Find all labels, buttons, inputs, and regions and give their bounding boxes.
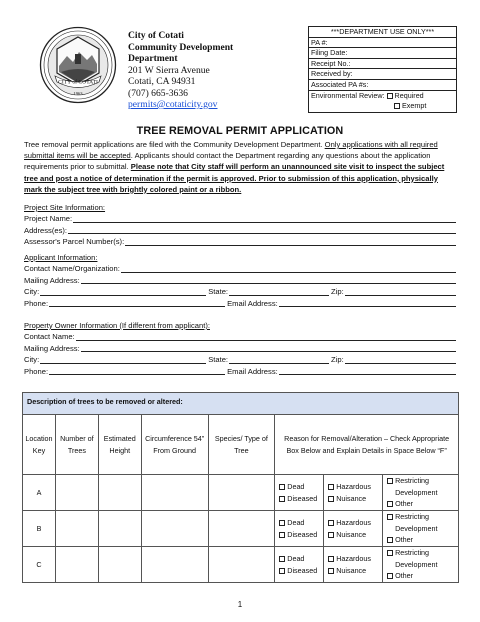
- other-checkbox[interactable]: [387, 537, 393, 543]
- owner-state-input[interactable]: [229, 356, 329, 364]
- owner-zip-input[interactable]: [345, 356, 456, 364]
- location-key: B: [23, 511, 56, 547]
- dept-name-line2: Department: [128, 53, 178, 64]
- circumference-cell[interactable]: [141, 547, 208, 583]
- intro-part4: Please note that City staff will perform an unannounced site visit to inspect the subject tree and post a notice of determination if the permit is approved. Prior to submission of this application, physically mark the subject tree with brightly colored paint or a ribbon.: [24, 162, 445, 194]
- number-cell[interactable]: [55, 511, 98, 547]
- applicant-phone-label: Phone:: [24, 298, 49, 308]
- development-label: Development: [395, 523, 438, 533]
- email-link[interactable]: permits@cotaticity.gov: [128, 99, 218, 110]
- trees-description-header: Description of trees to be removed or altered:: [23, 393, 459, 415]
- pa-number-field[interactable]: PA #:: [309, 38, 456, 49]
- dead-checkbox[interactable]: [279, 520, 285, 526]
- seal-text: CITY of COTATI: [58, 79, 98, 86]
- restricting-checkbox[interactable]: [387, 550, 393, 556]
- other-label: Other: [395, 571, 414, 581]
- owner-heading: Property Owner Information (If different from applicant):: [24, 320, 210, 330]
- environmental-review-row: [309, 91, 456, 112]
- dead-checkbox[interactable]: [279, 556, 285, 562]
- receipt-no-field[interactable]: Receipt No.:: [309, 59, 456, 70]
- applicant-heading: Applicant Information:: [24, 252, 98, 262]
- dead-label: Dead: [287, 517, 305, 527]
- department-header: [128, 30, 233, 111]
- street-address: 201 W Sierra Avenue: [128, 64, 210, 76]
- trees-table: [22, 392, 459, 583]
- city-address: Cotati, CA 94931: [128, 76, 196, 87]
- reason-dead-diseased: [275, 547, 324, 583]
- species-cell[interactable]: [208, 511, 275, 547]
- diseased-label: Diseased: [287, 493, 318, 503]
- species-cell[interactable]: [208, 547, 275, 583]
- page-number: 1: [237, 600, 243, 609]
- restricting-label: Restricting: [395, 548, 430, 558]
- owner-phone-input[interactable]: [49, 367, 225, 375]
- applicant-mailing-label: Mailing Address:: [24, 275, 80, 285]
- reason-hazard-nuisance: [324, 475, 383, 511]
- address-input[interactable]: [68, 226, 456, 234]
- hazardous-label: Hazardous: [336, 553, 371, 563]
- intro-part1: Tree removal permit applications are filed with the Community Development Department.: [24, 140, 325, 149]
- nuisance-checkbox[interactable]: [328, 496, 334, 502]
- owner-phone-label: Phone:: [24, 366, 49, 376]
- seal-year: 1963: [73, 91, 83, 96]
- project-name-label: Project Name:: [24, 214, 73, 224]
- reason-hazard-nuisance: [324, 547, 383, 583]
- phone-number: (707) 665-3636: [128, 87, 188, 99]
- parcel-label: Assessor's Parcel Number(s):: [24, 237, 125, 247]
- development-label: Development: [395, 487, 438, 497]
- owner-city-input[interactable]: [40, 356, 206, 364]
- env-review-label: Environmental Review:: [311, 90, 385, 100]
- dead-label: Dead: [287, 553, 305, 563]
- height-cell[interactable]: [98, 511, 141, 547]
- reason-restricting-other: [383, 475, 459, 511]
- number-cell[interactable]: [55, 475, 98, 511]
- city-name: City of Cotati: [128, 30, 184, 41]
- hazardous-label: Hazardous: [336, 517, 371, 527]
- diseased-checkbox[interactable]: [279, 568, 285, 574]
- hazardous-checkbox[interactable]: [328, 484, 334, 490]
- nuisance-label: Nuisance: [336, 493, 367, 503]
- address-label: Address(es):: [24, 225, 68, 235]
- applicant-zip-label: Zip:: [331, 287, 344, 297]
- applicant-section: [24, 252, 458, 309]
- circumference-cell[interactable]: [141, 511, 208, 547]
- table-row: [23, 511, 459, 547]
- owner-city-label: City:: [24, 355, 40, 365]
- location-key: C: [23, 547, 56, 583]
- project-site-section: [24, 202, 458, 248]
- owner-mailing-label: Mailing Address:: [24, 343, 80, 353]
- owner-zip-label: Zip:: [331, 355, 344, 365]
- dead-label: Dead: [287, 481, 305, 491]
- exempt-checkbox[interactable]: [394, 103, 400, 109]
- dept-name-line1: Community Development: [128, 41, 234, 53]
- applicant-zip-input[interactable]: [345, 288, 456, 296]
- height-cell[interactable]: [98, 475, 141, 511]
- applicant-city-label: City:: [24, 287, 40, 297]
- diseased-checkbox[interactable]: [279, 496, 285, 502]
- number-cell[interactable]: [55, 547, 98, 583]
- diseased-label: Diseased: [287, 565, 318, 575]
- nuisance-checkbox[interactable]: [328, 532, 334, 538]
- owner-mailing-input[interactable]: [81, 344, 456, 352]
- table-row: [23, 547, 459, 583]
- department-use-box: [308, 26, 457, 113]
- reason-hazard-nuisance: [324, 511, 383, 547]
- owner-contact-label: Contact Name:: [24, 332, 75, 342]
- species-cell[interactable]: [208, 475, 275, 511]
- hazardous-label: Hazardous: [336, 481, 371, 491]
- applicant-state-input[interactable]: [229, 288, 329, 296]
- other-label: Other: [395, 535, 414, 545]
- col-location-key: Location Key: [23, 415, 56, 475]
- other-checkbox[interactable]: [387, 501, 393, 507]
- nuisance-label: Nuisance: [336, 529, 367, 539]
- intro-part3: . Applicants should contact the Department regarding any questions about the application requirements prior to submittal.: [24, 151, 431, 172]
- height-cell[interactable]: [98, 547, 141, 583]
- diseased-label: Diseased: [287, 529, 318, 539]
- applicant-contact-label: Contact Name/Organization:: [24, 264, 120, 274]
- required-label: Required: [394, 90, 424, 100]
- applicant-phone-input[interactable]: [49, 299, 225, 307]
- reason-restricting-other: [383, 547, 459, 583]
- col-estimated-height: Estimated Height: [98, 415, 141, 475]
- applicant-contact-input[interactable]: [121, 265, 456, 273]
- reason-dead-diseased: [275, 475, 324, 511]
- owner-contact-input[interactable]: [76, 333, 456, 341]
- dead-checkbox[interactable]: [279, 484, 285, 490]
- reason-restricting-other: [383, 511, 459, 547]
- restricting-label: Restricting: [395, 476, 430, 486]
- reason-dead-diseased: [275, 511, 324, 547]
- city-seal: [39, 26, 117, 104]
- restricting-checkbox[interactable]: [387, 478, 393, 484]
- applicant-email-label: Email Address:: [227, 298, 278, 308]
- hazardous-checkbox[interactable]: [328, 556, 334, 562]
- development-label: Development: [395, 559, 438, 569]
- diseased-checkbox[interactable]: [279, 532, 285, 538]
- exempt-label: Exempt: [402, 100, 427, 110]
- table-row: [23, 475, 459, 511]
- applicant-city-input[interactable]: [40, 288, 206, 296]
- nuisance-label: Nuisance: [336, 565, 367, 575]
- restricting-label: Restricting: [395, 512, 430, 522]
- applicant-state-label: State:: [208, 287, 229, 297]
- associated-pa-field[interactable]: Associated PA #s:: [309, 80, 456, 91]
- applicant-mailing-input[interactable]: [81, 276, 456, 284]
- col-number-of-trees: Number of Trees: [55, 415, 98, 475]
- required-checkbox[interactable]: [387, 93, 393, 99]
- location-key: A: [23, 475, 56, 511]
- received-by-field[interactable]: Received by:: [309, 69, 456, 80]
- intro-part2: Only applications with all required submittal items will be accepted: [24, 140, 438, 161]
- applicant-email-input[interactable]: [279, 299, 456, 307]
- owner-email-input[interactable]: [279, 367, 456, 375]
- parcel-input[interactable]: [125, 238, 456, 246]
- owner-email-label: Email Address:: [227, 366, 278, 376]
- nuisance-checkbox[interactable]: [328, 568, 334, 574]
- hazardous-checkbox[interactable]: [328, 520, 334, 526]
- other-checkbox[interactable]: [387, 573, 393, 579]
- owner-section: [24, 320, 458, 377]
- col-species: Species/ Type of Tree: [208, 415, 275, 475]
- owner-state-label: State:: [208, 355, 229, 365]
- circumference-cell[interactable]: [141, 475, 208, 511]
- restricting-checkbox[interactable]: [387, 514, 393, 520]
- intro-paragraph: [24, 139, 456, 195]
- project-name-input[interactable]: [73, 215, 456, 223]
- col-reason: Reason for Removal/Alteration – Check Appropriate Box Below and Explain Details in Space Below “F”: [275, 415, 459, 475]
- project-site-heading: Project Site Information:: [24, 202, 106, 212]
- other-label: Other: [395, 499, 414, 509]
- page-title: TREE REMOVAL PERMIT APPLICATION: [136, 125, 344, 137]
- dept-box-title: ***DEPARTMENT USE ONLY***: [309, 27, 456, 38]
- col-circumference: Circumference 54” From Ground: [141, 415, 208, 475]
- filing-date-field[interactable]: Filing Date:: [309, 48, 456, 59]
